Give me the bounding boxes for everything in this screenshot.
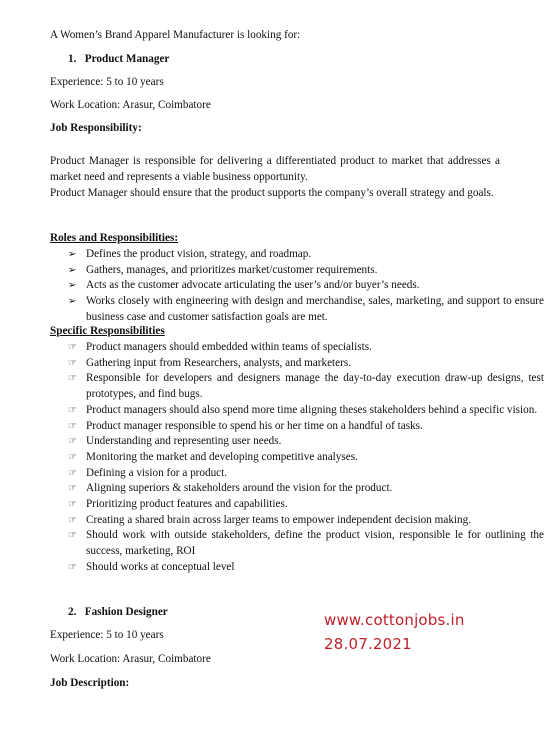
arrowhead-bullet-icon: ➢ bbox=[68, 264, 77, 276]
pointing-hand-bullet-icon: ☞ bbox=[68, 451, 77, 463]
specific-item: ☞ Creating a shared brain across larger teams to empower independent decision making. bbox=[50, 513, 544, 529]
pointing-hand-bullet-icon: ☞ bbox=[68, 373, 77, 385]
date-stamp: 28.07.2021 bbox=[324, 635, 412, 653]
website-stamp: www.cottonjobs.in bbox=[324, 611, 465, 629]
job1-heading bbox=[68, 53, 169, 65]
specific-item: ☞ Aligning superiors & stakeholders around the vision for the product. bbox=[50, 481, 544, 497]
specific-item: ☞ Defining a vision for a product. bbox=[50, 466, 544, 482]
pointing-hand-bullet-icon: ☞ bbox=[68, 499, 77, 511]
specific-heading: Specific Responsibilities bbox=[50, 325, 165, 337]
job1-title: Product Manager bbox=[84, 53, 170, 65]
pointing-hand-bullet-icon: ☞ bbox=[68, 404, 77, 416]
specific-item: ☞ Monitoring the market and developing competitive analyses. bbox=[50, 450, 544, 466]
job1-number: 1. bbox=[68, 53, 77, 65]
roles-item: ➢ Defines the product vision, strategy, and roadmap. bbox=[50, 247, 544, 263]
arrowhead-bullet-icon: ➢ bbox=[68, 280, 77, 292]
arrowhead-bullet-icon: ➢ bbox=[68, 249, 77, 260]
pointing-hand-bullet-icon: ☞ bbox=[68, 514, 77, 526]
pointing-hand-bullet-icon: ☞ bbox=[68, 530, 77, 542]
pointing-hand-bullet-icon: ☞ bbox=[68, 357, 77, 369]
pointing-hand-bullet-icon: ☞ bbox=[68, 342, 77, 353]
job2-title: Fashion Designer bbox=[84, 606, 168, 618]
job2-heading bbox=[68, 606, 168, 618]
specific-item: ☞ Gathering input from Researchers, analysts, and marketers. bbox=[50, 356, 544, 372]
specific-item: ☞ Understanding and representing user needs. bbox=[50, 434, 544, 450]
pointing-hand-bullet-icon: ☞ bbox=[68, 483, 77, 495]
job1-responsibility-heading: Job Responsibility: bbox=[50, 122, 142, 134]
specific-item: ☞ Product managers should embedded within teams of specialists. bbox=[50, 340, 544, 356]
arrowhead-bullet-icon: ➢ bbox=[68, 296, 77, 308]
roles-item: ➢ Acts as the customer advocate articulating the user’s and/or buyer’s needs. bbox=[50, 278, 544, 294]
roles-list bbox=[50, 247, 544, 326]
job1-location: Work Location: Arasur, Coimbatore bbox=[50, 99, 211, 111]
job1-description-p2: Product Manager should ensure that the product supports the company’s overall strategy and goals. bbox=[50, 187, 494, 199]
roles-heading: Roles and Responsibilities: bbox=[50, 232, 179, 244]
job2-experience: Experience: 5 to 10 years bbox=[50, 629, 164, 641]
pointing-hand-bullet-icon: ☞ bbox=[68, 561, 77, 573]
job1-experience: Experience: 5 to 10 years bbox=[50, 76, 164, 88]
specific-item: ☞ Should work with outside stakeholders, define the product vision, responsible le for outlining the success, marketing, ROI bbox=[68, 529, 544, 558]
specific-item: ☞ Product managers should also spend more time aligning theses stakeholders behind a specific vision. bbox=[50, 403, 544, 419]
intro-line: A Women’s Brand Apparel Manufacturer is looking for: bbox=[50, 29, 301, 41]
job2-description-heading: Job Description: bbox=[50, 677, 130, 689]
specific-item: ☞ Responsible for developers and designers manage the day-to-day execution draw-up designs, test prototypes, and find bugs. bbox=[68, 372, 544, 401]
pointing-hand-bullet-icon: ☞ bbox=[68, 467, 77, 479]
specific-item: ☞ Product manager responsible to spend his or her time on a handful of tasks. bbox=[50, 419, 544, 435]
job2-location: Work Location: Arasur, Coimbatore bbox=[50, 653, 211, 665]
pointing-hand-bullet-icon: ☞ bbox=[68, 420, 77, 432]
specific-item: ☞ Should works at conceptual level bbox=[50, 560, 544, 576]
specific-list bbox=[50, 340, 544, 576]
roles-item: ➢ Works closely with engineering with design and merchandise, sales, marketing, and support to ensure business case and customer satisfaction goals are met. bbox=[68, 295, 544, 323]
pointing-hand-bullet-icon: ☞ bbox=[68, 436, 77, 448]
job1-description-p1: Product Manager is responsible for delivering a differentiated product to market that addresses a market need and represents a viable business opportunity. bbox=[50, 155, 500, 183]
specific-item: ☞ Prioritizing product features and capabilities. bbox=[50, 497, 544, 513]
roles-item: ➢ Gathers, manages, and prioritizes market/customer requirements. bbox=[50, 263, 544, 279]
job2-number: 2. bbox=[68, 606, 77, 618]
